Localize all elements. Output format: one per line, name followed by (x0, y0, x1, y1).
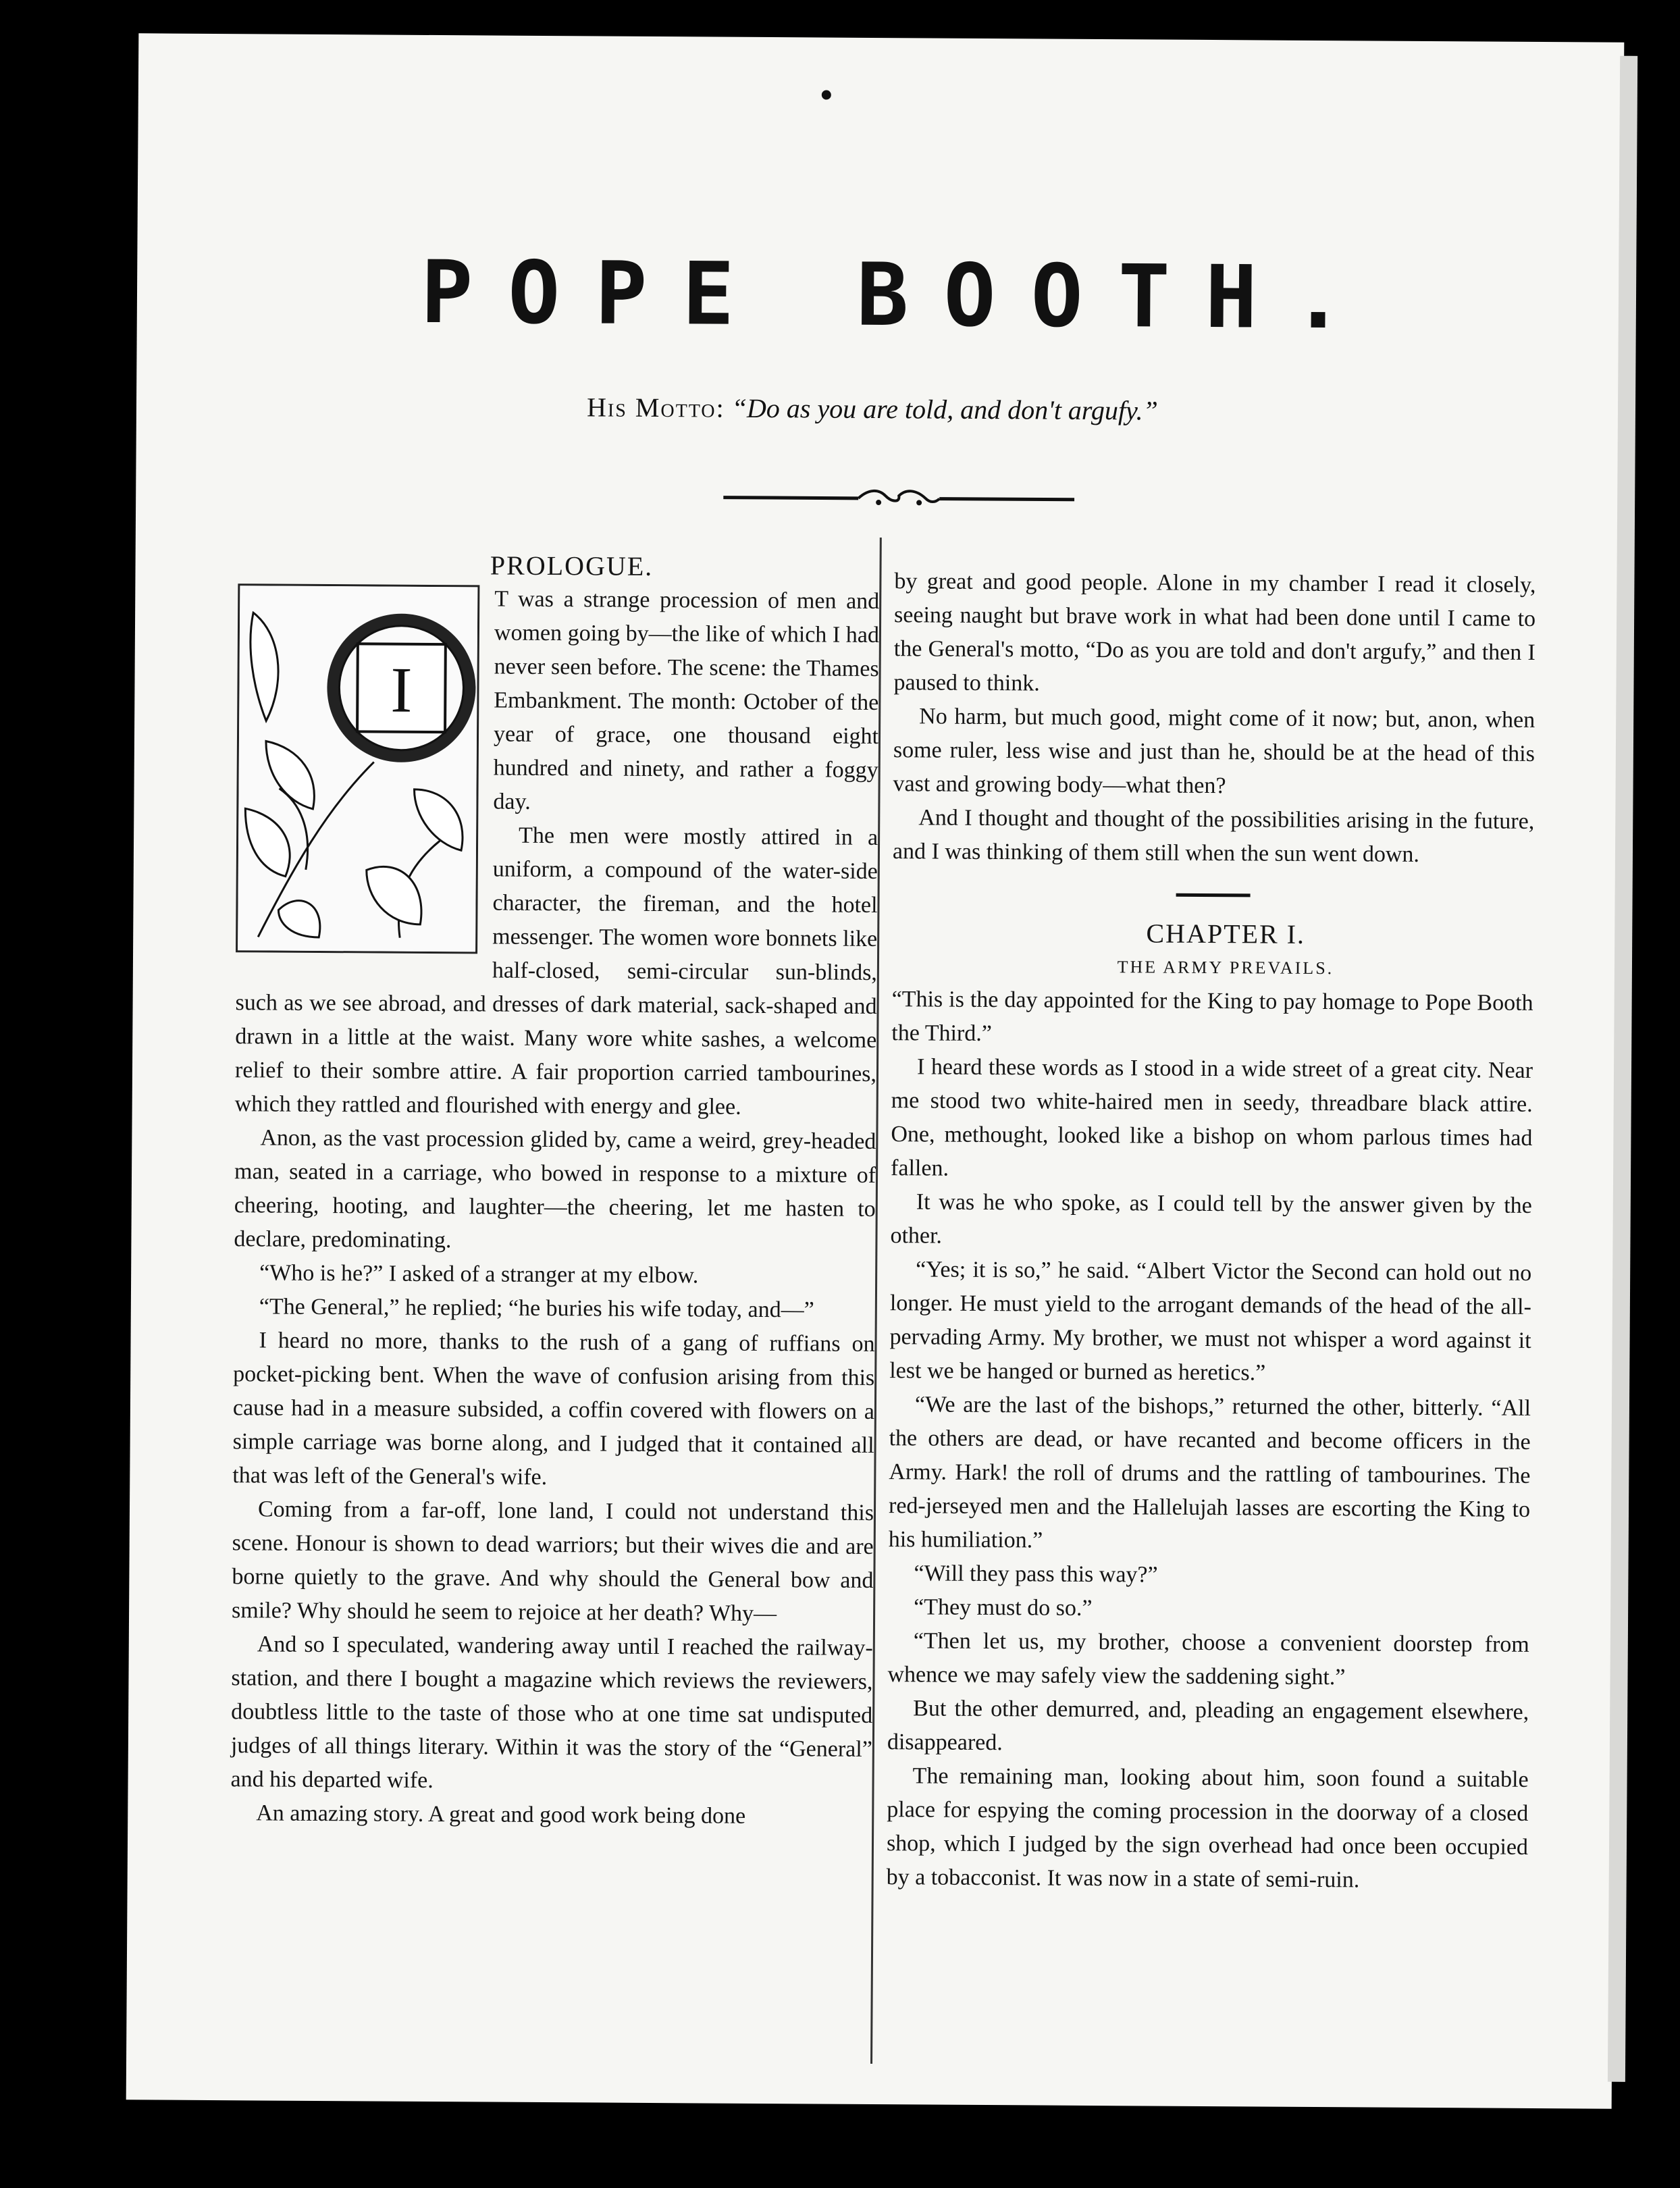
page-title: POPE BOOTH. (420, 242, 1380, 349)
prologue-paragraph: And so I speculated, wandering away until I reached the railway-station, and there I bought a magazine which reviews the reviewers, doubtless little to the taste of those who at one time sat undisputed judges of all things literary. Within it was the story of the “General” and his departed wife. (230, 1632, 873, 1794)
prologue-continued-paragraph: And I thought and thought of the possibilities arising in the future, and I was thinking of them still when the sun went down. (892, 805, 1535, 867)
ornament-divider (723, 484, 1074, 513)
prologue-paragraph: Coming from a far-off, lone land, I could not understand this scene. Honour is shown to dead warriors; but their wives die and are borne quietly to the grave. And why should the General bow and smile? Why should he seem to rejoice at her death? Why— (231, 1496, 874, 1627)
chapter-paragraph: “Yes; it is so,” he said. “Albert Victor the Second can hold out no longer. He must yield to the arrogant demands of the head of the all-pervading Army. My brother, we must not whisper a word against it lest we be hanged or burned as heretics.” (889, 1257, 1532, 1386)
prologue-paragraph: “The General,” he replied; “he buries his wife today, and—” (259, 1294, 814, 1323)
book-page (126, 33, 1625, 2108)
chapter-heading: CHAPTER I. (1146, 918, 1306, 949)
chapter-paragraph: “They must do so.” (914, 1594, 1093, 1621)
chapter-paragraph: But the other demurred, and, pleading an engagement elsewhere, disappeared. (887, 1696, 1529, 1756)
chapter-paragraph: “Will they pass this way?” (914, 1561, 1158, 1588)
prologue-heading: PROLOGUE. (490, 550, 654, 581)
chapter-paragraph: I heard these words as I stood in a wide street of a great city. Near me stood two white-haired men in seedy, threadbare black attire. One, methought, looked like a bishop on whom parlous times had fallen. (891, 1054, 1533, 1181)
chapter-paragraph: “We are the last of the bishops,” returned the other, bitterly. “All the others are dead, or have recanted and become officers in the Army. Hark! the roll of drums and the rattling of tambourines. The red-jerseyed men and the Hallelujah lasses are escorting the King to his humiliation.” (888, 1392, 1531, 1553)
chapter-subheading: THE ARMY PREVAILS. (1117, 957, 1334, 979)
prologue-paragraph: “Who is he?” I asked of a stranger at my elbow. (259, 1260, 699, 1288)
prologue-paragraph: Anon, as the vast procession glided by, came a weird, grey-headed man, seated in a carriage, who bowed in response to a mixture of cheering, hooting, and laughter—the cheering, let me hasten to declare, predominating. (234, 1125, 876, 1253)
motto-label: His Motto: (586, 392, 725, 423)
prologue-continued-paragraph: No harm, but much good, might come of it now; but, anon, when some ruler, less wise and just than he, should be at the head of this vast and growing body—what then? (893, 704, 1535, 799)
prologue-continued-paragraph: by great and good people. Alone in my chamber I read it closely, seeing naught but brave work in what had been done until I came to the General's motto, “Do as you are told and don't argufy,” and then I paused to think. (893, 569, 1536, 696)
motto-text: “Do as you are told, and don't argufy.” (731, 392, 1159, 426)
right-column (887, 565, 1536, 1898)
prologue-paragraph: The men were mostly attired in a uniform, a compound of the water-side character, the fireman, and the hotel messenger. The women wore bonnets like half-closed, semi-circular sun-blinds, such as we see abroad, and dresses of dark material, sack-shaped and drawn in a little at the waist. Many wore white sashes, a welcome relief to their sombre attire. A fair proportion carried tambourines, which they rattled and flourished with energy and glee. (234, 823, 878, 1120)
drop-cap-illustration (236, 583, 479, 954)
section-rule (1176, 893, 1251, 897)
chapter-paragraph: It was he who spoke, as I could tell by the answer given by the other. (890, 1189, 1532, 1249)
prologue-paragraph: T was a strange procession of men and women going by—the like of which I had never seen before. The scene: the Thames Embankment. The month: October of the year of grace, one thousand eight hundred and ninety, and rather a foggy day. (493, 586, 880, 814)
left-column (230, 547, 880, 1834)
chapter-paragraph: The remaining man, looking about him, soon found a suitable place for espying the coming procession in the doorway of a closed shop, which I judged by the sign overhead had once been occupied by a tobacconist. It was now in a state of semi-ruin. (886, 1763, 1529, 1893)
chapter-paragraph: “This is the day appointed for the King to pay homage to Pope Booth the Third.” (891, 987, 1533, 1047)
chapter-paragraph: “Then let us, my brother, choose a convenient doorstep from whence we may safely view the saddening sight.” (887, 1628, 1529, 1690)
prologue-paragraph: I heard no more, thanks to the rush of a gang of ruffians on pocket-picking bent. When the wave of confusion arising from this cause had in a measure subsided, a coffin covered with flowers on a simple carriage was borne along, and I judged that it contained all that was left of the General's wife. (232, 1328, 875, 1490)
page-edge (1608, 56, 1637, 2082)
printer-mark (822, 90, 831, 99)
motto (393, 390, 1352, 428)
drop-cap-letter: I (390, 653, 413, 726)
prologue-paragraph: An amazing story. A great and good work being done (256, 1800, 746, 1829)
